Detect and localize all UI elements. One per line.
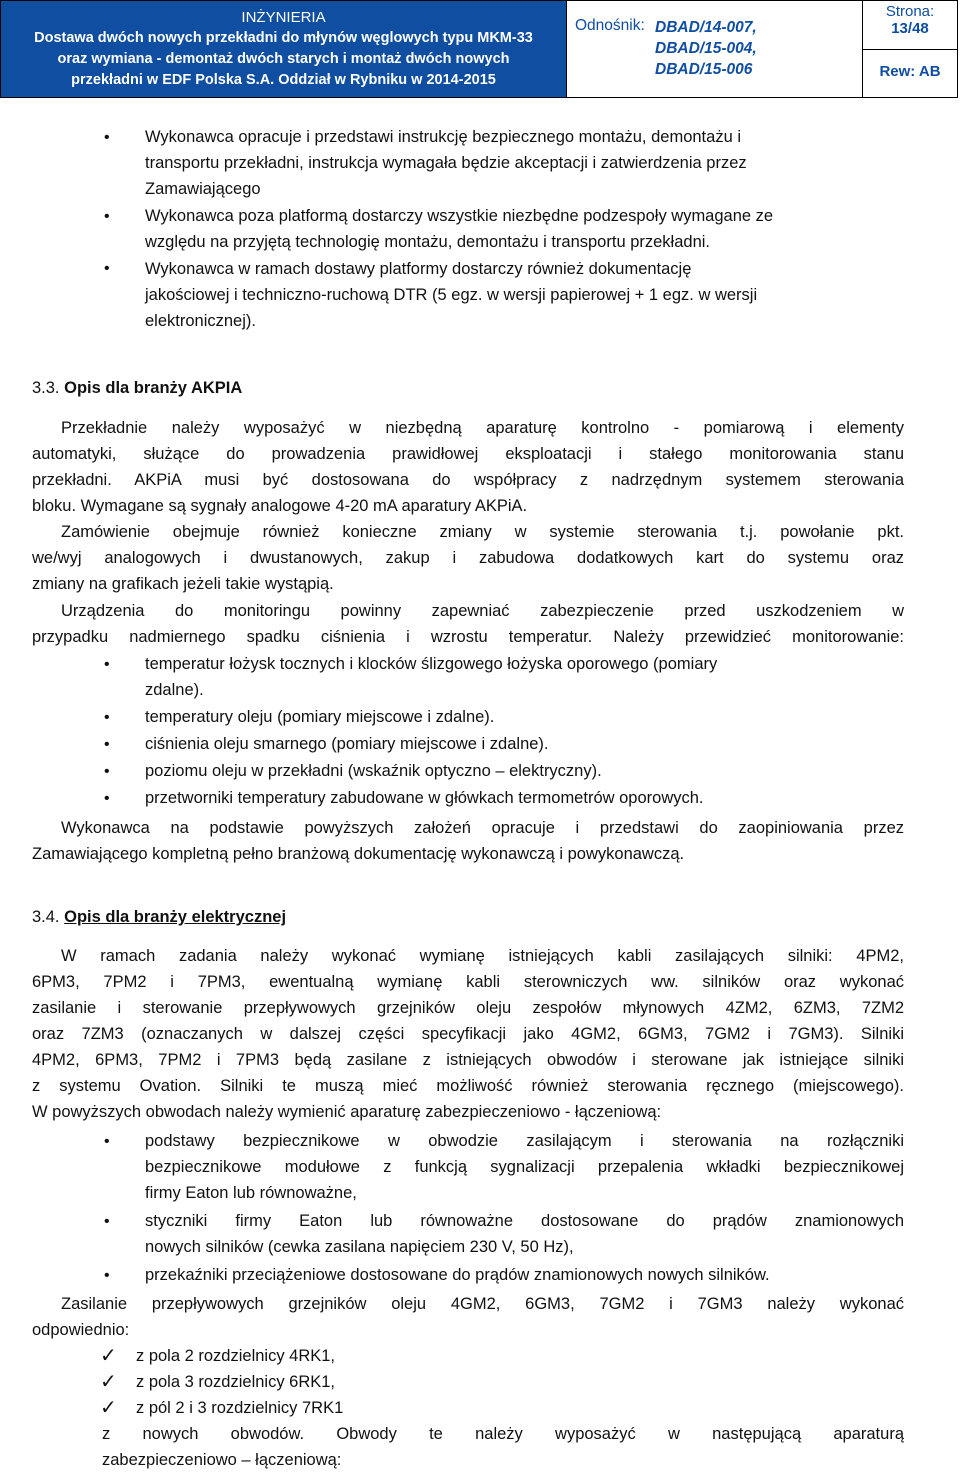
check-item: z pola 3 rozdzielnicy 6RK1, bbox=[136, 1373, 336, 1391]
paragraph-line: Zasilanie przepływowych grzejników oleju 4GM2, 6GM3, 7GM2 i 7GM3 należy wykonać bbox=[61, 1295, 904, 1313]
header-reference-cell bbox=[567, 1, 863, 97]
bullet-icon: • bbox=[104, 1133, 110, 1150]
header-page-cell bbox=[863, 1, 957, 97]
section-3-3-paragraph-4 bbox=[32, 815, 904, 867]
bullet-line: elektronicznej). bbox=[145, 312, 256, 330]
bullet-line: Wykonawca w ramach dostawy platformy dostarczy również dokumentację bbox=[145, 260, 692, 278]
paragraph-line: z systemu Ovation. Silniki te muszą mieć możliwość również sterowania ręcznego (miejscowego). bbox=[32, 1077, 904, 1095]
bullet-line: Wykonawca poza platformą dostarczy wszystkie niezbędne podzespoły wymagane ze bbox=[145, 207, 774, 225]
section-3-4-paragraph-1 bbox=[32, 943, 904, 1125]
bullet-line: poziomu oleju w przekładni (wskaźnik optyczno – elektryczny). bbox=[145, 762, 602, 780]
section-title: Opis dla branży AKPIA bbox=[64, 379, 243, 397]
bullet-line: podstawy bezpiecznikowe w obwodzie zasilającym i sterowania na rozłączniki bbox=[145, 1132, 904, 1150]
section-number: 3.4. bbox=[32, 908, 60, 926]
reference-1: DBAD/14-007, bbox=[655, 19, 757, 36]
paragraph-line: oraz 7ZM3 (oznaczanych w dalszej części specyfikacji jako 4GM2, 6GM3, 7GM2 i 7GM3). Silniki bbox=[32, 1025, 904, 1043]
bullet-line: przekaźniki przeciążeniowe dostosowane do prądów znamionowych nowych silników. bbox=[145, 1266, 770, 1284]
page-number: 13/48 bbox=[891, 20, 929, 37]
bullet-line: transportu przekładni, instrukcja wymagała będzie akceptacji i zatwierdzenia przez bbox=[145, 154, 747, 172]
paragraph-line: Zamówienie obejmuje również konieczne zmiany w systemie sterowania t.j. powołanie pkt. bbox=[61, 523, 904, 541]
paragraph-line: automatyki, służące do prowadzenia prawidłowej eksploatacji i stałego monitorowania stanu bbox=[32, 445, 904, 463]
bullet-icon: • bbox=[104, 709, 110, 726]
paragraph-line: bloku. Wymagane są sygnały analogowe 4-20 mA aparatury AKPiA. bbox=[32, 497, 528, 515]
paragraph-line: Wykonawca na podstawie powyższych założeń opracuje i przedstawi do zaopiniowania przez bbox=[61, 819, 904, 837]
bullet-icon: • bbox=[104, 260, 110, 277]
section-3-3-heading bbox=[32, 375, 904, 401]
reference-2: DBAD/15-004, bbox=[655, 40, 757, 57]
paragraph-line: zasilanie i sterowanie przepływowych grzejników oleju zespołów młynowych 4ZM2, 6ZM3, 7ZM2 bbox=[32, 999, 904, 1017]
paragraph-line: odpowiednio: bbox=[32, 1321, 130, 1339]
bullet-line: zdalne). bbox=[145, 681, 204, 699]
bullet-icon: • bbox=[104, 208, 110, 225]
bullet-icon: • bbox=[104, 656, 110, 673]
revision-label: Rew: AB bbox=[879, 63, 941, 80]
bullet-text bbox=[145, 1208, 904, 1260]
bullet-icon: • bbox=[104, 736, 110, 753]
bullet-line: przetworniki temperatury zabudowane w główkach termometrów oporowych. bbox=[145, 789, 704, 807]
check-item: z pola 2 rozdzielnicy 4RK1, bbox=[136, 1347, 336, 1365]
bullet-line: jakościowej i techniczno-ruchową DTR (5 egz. w wersji papierowej + 1 egz. w wersji bbox=[145, 286, 758, 304]
reference-label: Odnośnik: bbox=[575, 17, 645, 34]
page-header bbox=[0, 0, 958, 98]
paragraph-line: Przekładnie należy wyposażyć w niezbędną aparaturę kontrolno - pomiarową i elementy bbox=[61, 419, 904, 437]
paragraph-line: z nowych obwodów. Obwody te należy wyposażyć w następującą aparaturą bbox=[102, 1425, 904, 1443]
bullet-icon: • bbox=[104, 1213, 110, 1230]
bullet-icon: • bbox=[104, 129, 110, 146]
paragraph-line: przypadku nadmiernego spadku ciśnienia i wzrostu temperatur. Należy przewidzieć monitorowanie: bbox=[32, 628, 904, 646]
header-title-cell bbox=[1, 1, 567, 97]
bullet-line: ciśnienia oleju smarnego (pomiary miejscowe i zdalne). bbox=[145, 735, 549, 753]
paragraph-line: 6PM3, 7PM2 i 7PM3, ewentualną wymianę kabli sterowniczych ww. silników oraz wykonać bbox=[32, 973, 904, 991]
bullet-line: Zamawiającego bbox=[145, 180, 261, 198]
bullet-icon: • bbox=[104, 763, 110, 780]
checkmark-icon: ✓ bbox=[100, 1345, 117, 1367]
paragraph-line: Urządzenia do monitoringu powinny zapewniać zabezpieczenie przed uszkodzeniem w bbox=[61, 602, 904, 620]
checkmark-icon: ✓ bbox=[100, 1397, 117, 1419]
bullet-line: Wykonawca opracuje i przedstawi instrukcję bezpiecznego montażu, demontażu i bbox=[145, 128, 741, 146]
bullet-line: bezpiecznikowe modułowe z funkcją sygnalizacji przepalenia wkładki bezpiecznikowej bbox=[145, 1158, 904, 1176]
bullet-text bbox=[145, 1128, 904, 1206]
paragraph-line: W powyższych obwodach należy wymienić aparaturę zabezpieczeniowo - łączeniową: bbox=[32, 1103, 662, 1121]
section-title: Opis dla branży elektrycznej bbox=[64, 908, 287, 926]
header-title-line-2: oraz wymiana - demontaż dwóch starych i montaż dwóch nowych bbox=[57, 51, 510, 67]
bullet-line: względu na przyjętą technologię montażu, demontażu i transportu przekładni. bbox=[145, 233, 710, 251]
paragraph-line: przekładni. AKPiA musi być dostosowana do współpracy z nadrzędnym systemem sterowania bbox=[32, 471, 904, 489]
bullet-line: styczniki firmy Eaton lub równoważne dostosowane do prądów znamionowych bbox=[145, 1212, 904, 1230]
bullet-line: nowych silników (cewka zasilana napięciem 230 V, 50 Hz), bbox=[145, 1238, 574, 1256]
bullet-icon: • bbox=[104, 1267, 110, 1284]
paragraph-line: zabezpieczeniowo – łączeniową: bbox=[102, 1451, 342, 1469]
section-3-4-paragraph-3 bbox=[102, 1421, 904, 1473]
page-number-box bbox=[863, 1, 957, 50]
header-category: INŻYNIERIA bbox=[241, 9, 326, 26]
bullet-line: firmy Eaton lub równoważne, bbox=[145, 1184, 357, 1202]
section-3-3-paragraph-2 bbox=[32, 519, 904, 597]
section-3-4-paragraph-2 bbox=[32, 1291, 904, 1343]
bullet-line: temperatur łożysk tocznych i klocków ślizgowego łożyska oporowego (pomiary bbox=[145, 655, 718, 673]
page-label: Strona: bbox=[885, 3, 935, 20]
paragraph-line: zmiany na grafikach jeżeli takie wystąpią. bbox=[32, 575, 334, 593]
paragraph-line: we/wyj analogowych i dwustanowych, zakup i zabudowa dodatkowych kart do systemu oraz bbox=[32, 549, 904, 567]
reference-3: DBAD/15-006 bbox=[655, 61, 753, 78]
header-title-line-1: Dostawa dwóch nowych przekładni do młynów węglowych typu MKM-33 bbox=[34, 30, 533, 46]
reference-list bbox=[655, 17, 757, 80]
check-item: z pól 2 i 3 rozdzielnicy 7RK1 bbox=[136, 1399, 344, 1417]
section-3-3-paragraph-3 bbox=[32, 598, 904, 650]
paragraph-line: W ramach zadania należy wykonać wymianę istniejących kabli zasilających silniki: 4PM2, bbox=[61, 947, 904, 965]
bullet-line: temperatury oleju (pomiary miejscowe i zdalne). bbox=[145, 708, 495, 726]
header-title-line-3: przekładni w EDF Polska S.A. Oddział w Rybniku w 2014-2015 bbox=[71, 72, 496, 88]
bullet-icon: • bbox=[104, 790, 110, 807]
section-3-3-paragraph-1 bbox=[32, 415, 904, 519]
section-number: 3.3. bbox=[32, 379, 60, 397]
paragraph-line: Zamawiającego kompletną pełno branżową dokumentację wykonawczą i powykonawczą. bbox=[32, 845, 685, 863]
paragraph-line: 4PM2, 6PM3, 7PM2 i 7PM3 będą zasilane z istniejących obwodów i sterowane jak istniejące silniki bbox=[32, 1051, 904, 1069]
checkmark-icon: ✓ bbox=[100, 1371, 117, 1393]
section-3-4-heading bbox=[32, 904, 904, 930]
